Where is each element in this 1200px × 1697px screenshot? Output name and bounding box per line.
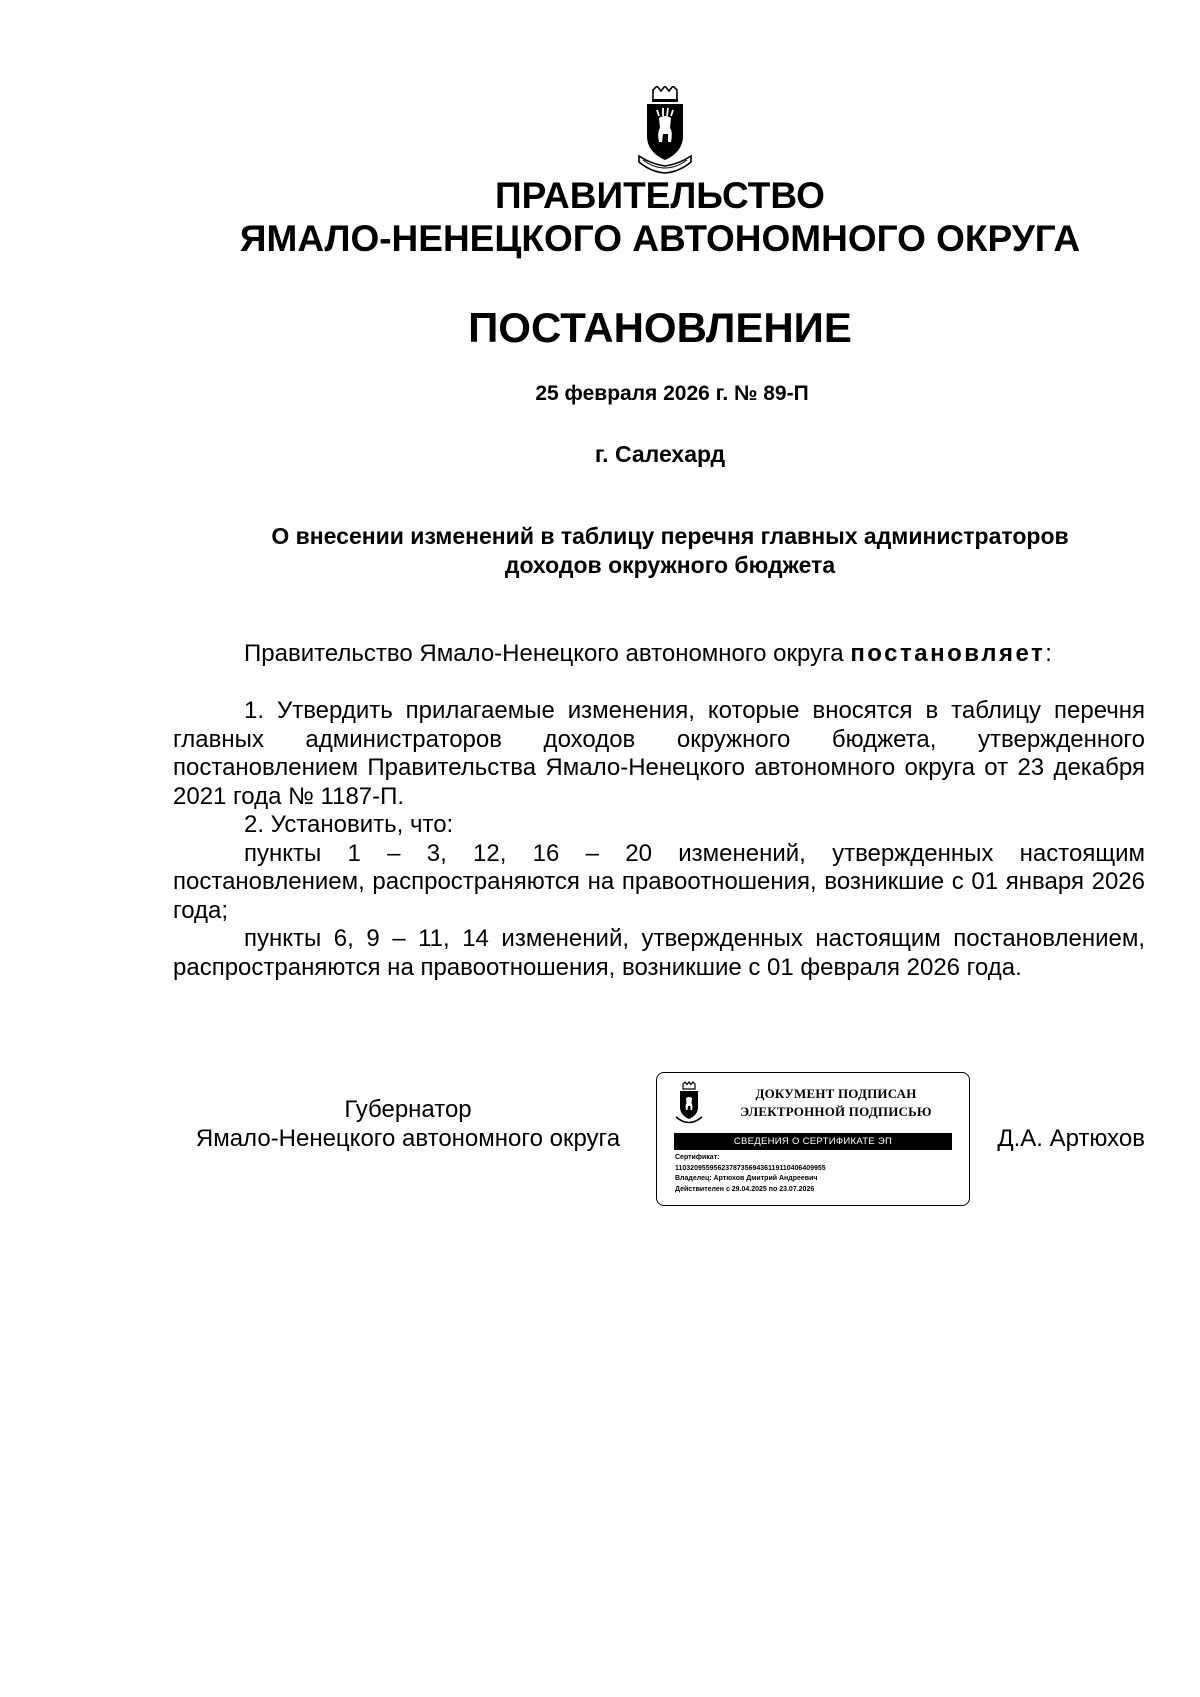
stamp-certificate-bar: СВЕДЕНИЯ О СЕРТИФИКАТЕ ЭП — [674, 1133, 952, 1150]
subject-line1: О внесении изменений в таблицу перечня главных администраторов — [271, 523, 1069, 549]
paragraph-2: 2. Установить, что: — [244, 811, 454, 838]
subject-line2: доходов окружного бюджета — [504, 552, 836, 578]
stamp-validity: Действителен с 29.04.2025 по 23.07.2026 — [675, 1185, 815, 1193]
intro-paragraph — [173, 640, 1145, 669]
signer-title-line2: Ямало-Ненецкого автономного округа — [195, 1124, 621, 1152]
coat-of-arms-icon — [637, 86, 693, 174]
org-name-line1: ПРАВИТЕЛЬСТВО — [495, 175, 825, 216]
stamp-heading — [717, 1085, 955, 1121]
signer-position — [173, 1096, 643, 1153]
electronic-signature-stamp — [656, 1072, 970, 1206]
stamp-owner: Владелец: Артюхов Дмитрий Андреевич — [675, 1175, 818, 1182]
paragraph-3: пункты 1 – 3, 12, 16 – 20 изменений, утвержденных настоящим постановлением, распространяются на правоотношения, возникшие с 01 января 2026 года; — [173, 839, 1145, 924]
org-name-line2: ЯМАЛО-НЕНЕЦКОГО АВТОНОМНОГО ОКРУГА — [239, 218, 1081, 259]
intro-end: : — [1045, 640, 1052, 667]
stamp-certificate-details — [675, 1153, 960, 1195]
body-paragraphs — [173, 697, 1145, 982]
stamp-cert-label: Сертификат: — [675, 1154, 720, 1161]
document-type: ПОСТАНОВЛЕНИЕ — [468, 304, 852, 351]
paragraph-1: 1. Утвердить прилагаемые изменения, которые вносятся в таблицу перечня главных администраторов доходов окружного бюджета, утвержденного постановлением Правительства Ямало-Ненецкого автономного округа от 23 декабря 2021 года № 1187-П. — [173, 697, 1145, 810]
stamp-heading-line1: ДОКУМЕНТ ПОДПИСАН — [755, 1086, 917, 1101]
document-date-number: 25 февраля 2026 г. № 89-П — [535, 382, 809, 405]
signer-name: Д.А. Артюхов — [997, 1125, 1145, 1152]
paragraph-4: пункты 6, 9 – 11, 14 изменений, утвержденных настоящим постановлением, распространяются на правоотношения, возникшие с 01 февраля 2026 года. — [173, 925, 1145, 981]
stamp-cert-number: 110320955956237873569436119110406409955 — [675, 1164, 826, 1172]
document-city: г. Салехард — [594, 441, 726, 467]
stamp-emblem-icon — [675, 1081, 703, 1127]
intro-text: Правительство Ямало-Ненецкого автономного округа — [244, 640, 851, 667]
signer-title-line1: Губернатор — [344, 1096, 472, 1123]
document-subject — [170, 522, 1170, 580]
intro-emphasis: постановляет — [850, 640, 1046, 667]
stamp-heading-line2: ЭЛЕКТРОННОЙ ПОДПИСЬЮ — [740, 1104, 932, 1119]
